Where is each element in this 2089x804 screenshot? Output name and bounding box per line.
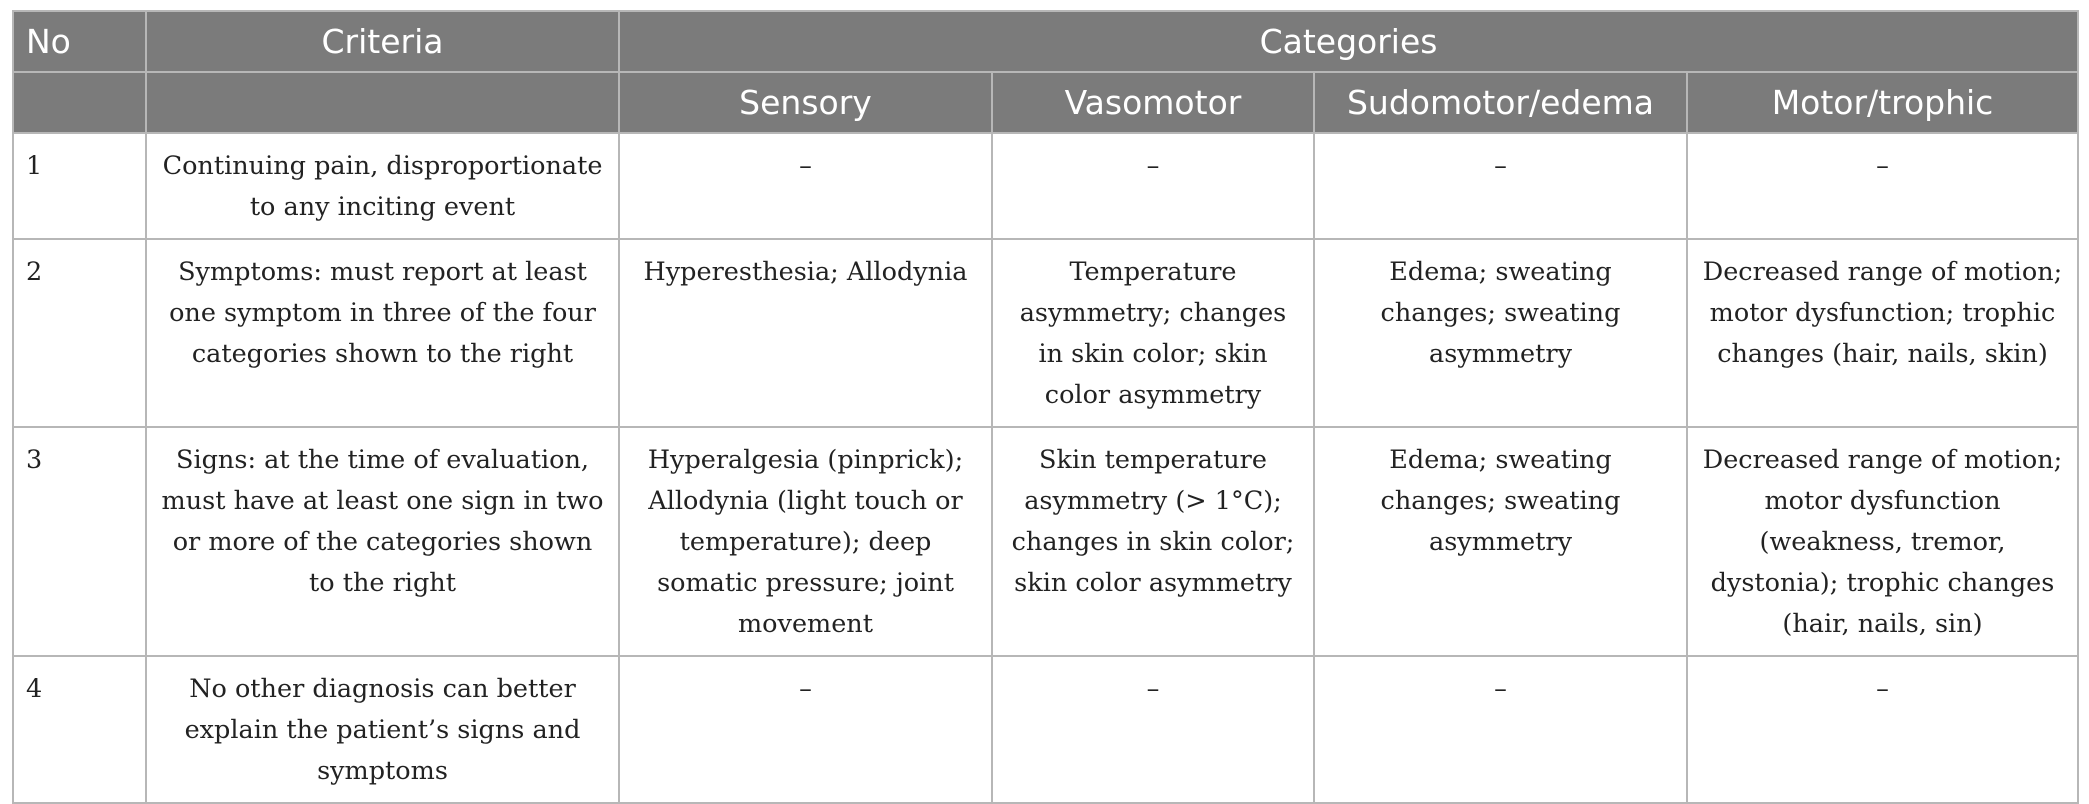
motor-cell: Decreased range of motion; motor dysfunction; trophic changes (hair, nails, skin) (1687, 239, 2078, 427)
header-motor-trophic: Motor/trophic (1687, 72, 2078, 133)
vasomotor-cell: Temperature asymmetry; changes in skin color; skin color asymmetry (992, 239, 1314, 427)
sensory-cell: Hyperalgesia (pinprick); Allodynia (light touch or temperature); deep somatic pressure; joint movement (619, 427, 992, 656)
header-row-sub (13, 72, 2078, 133)
criteria-cell: No other diagnosis can better explain the patient’s signs and symptoms (146, 656, 619, 803)
motor-cell: Decreased range of motion; motor dysfunction (weakness, tremor, dystonia); trophic changes (hair, nails, sin) (1687, 427, 2078, 656)
row-number: 4 (13, 656, 146, 803)
table-row (13, 656, 2078, 803)
sudomotor-cell: Edema; sweating changes; sweating asymmetry (1314, 239, 1687, 427)
table-row (13, 239, 2078, 427)
row-number: 3 (13, 427, 146, 656)
criteria-cell: Signs: at the time of evaluation, must have at least one sign in two or more of the categories shown to the right (146, 427, 619, 656)
table-body (13, 133, 2078, 803)
header-no-empty (13, 72, 146, 133)
sudomotor-cell: – (1314, 133, 1687, 239)
table-header (13, 11, 2078, 133)
row-number: 2 (13, 239, 146, 427)
header-no: No (13, 11, 146, 72)
header-criteria-empty (146, 72, 619, 133)
motor-cell: – (1687, 133, 2078, 239)
motor-cell: – (1687, 656, 2078, 803)
header-categories: Categories (619, 11, 2078, 72)
criteria-cell: Symptoms: must report at least one symptom in three of the four categories shown to the right (146, 239, 619, 427)
header-sensory: Sensory (619, 72, 992, 133)
header-vasomotor: Vasomotor (992, 72, 1314, 133)
header-sudomotor-edema: Sudomotor/edema (1314, 72, 1687, 133)
sensory-cell: – (619, 133, 992, 239)
header-criteria: Criteria (146, 11, 619, 72)
sudomotor-cell: – (1314, 656, 1687, 803)
table-row (13, 133, 2078, 239)
row-number: 1 (13, 133, 146, 239)
vasomotor-cell: – (992, 656, 1314, 803)
header-row-top (13, 11, 2078, 72)
vasomotor-cell: Skin temperature asymmetry (> 1°C); changes in skin color; skin color asymmetry (992, 427, 1314, 656)
sudomotor-cell: Edema; sweating changes; sweating asymmetry (1314, 427, 1687, 656)
sensory-cell: Hyperesthesia; Allodynia (619, 239, 992, 427)
criteria-table (12, 10, 2079, 804)
criteria-cell: Continuing pain, disproportionate to any inciting event (146, 133, 619, 239)
vasomotor-cell: – (992, 133, 1314, 239)
table-row (13, 427, 2078, 656)
sensory-cell: – (619, 656, 992, 803)
